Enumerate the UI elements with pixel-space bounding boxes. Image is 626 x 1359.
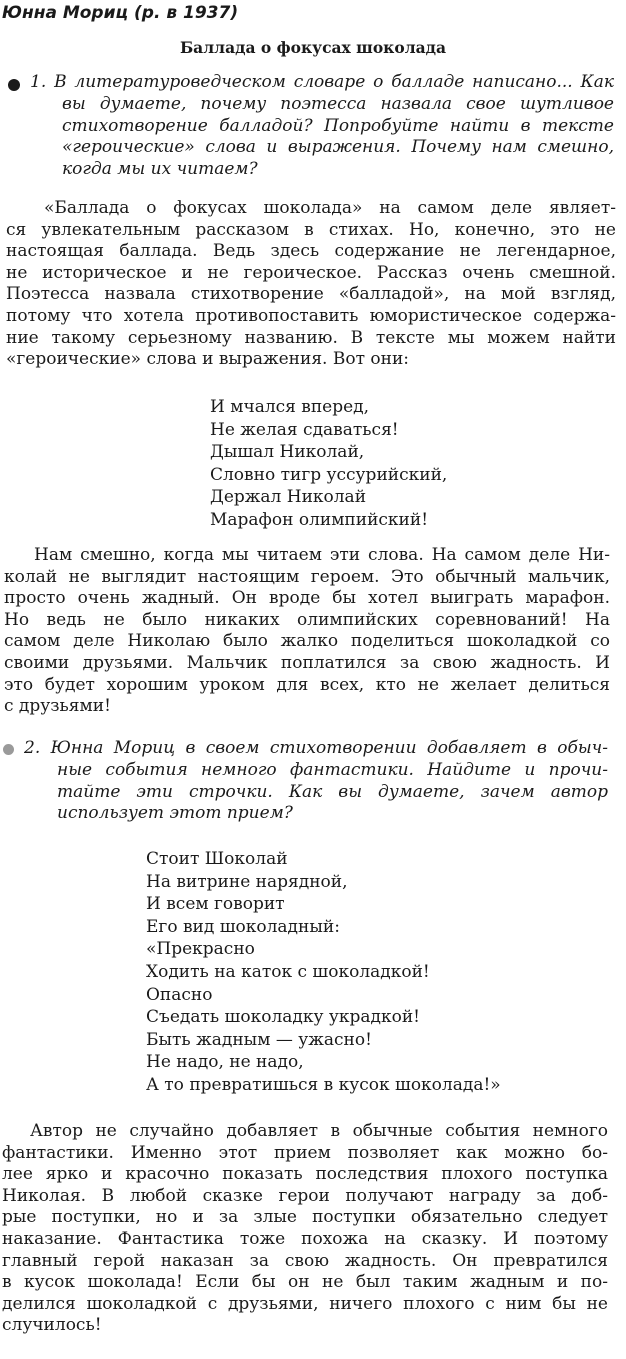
answer-2-paragraph — [2, 1121, 608, 1337]
answer-1-continuation — [4, 545, 610, 718]
answer-1-line: «Баллада о фокусах шоколада» на самом деле являет- — [44, 198, 616, 218]
question-1-line: стихотворение балладой? Попробуйте найти в тексте — [62, 115, 614, 136]
answer-1-line: ние такому серьезному названию. В тексте мы можем найти — [6, 327, 616, 348]
question-1-line: 1. В литературоведческом словаре о балладе написано... Как — [30, 72, 614, 92]
answer-2-line: Николая. В любой сказке герои получают награду за доб- — [2, 1185, 608, 1206]
question-2-line: ные события немного фантастики. Найдите и прочи- — [57, 759, 608, 780]
answer-1-line: Поэтесса назвала стихотворение «балладой», на мой взгляд, — [6, 284, 616, 305]
answer-2-line: наказание. Фантастика тоже похожа на сказку. И поэтому — [2, 1228, 608, 1249]
answer-1-line: «героические» слова и выражения. Вот они: — [6, 349, 410, 370]
verse-2-line: Опасно — [146, 984, 213, 1005]
question-1-line: «героические» слова и выражения. Почему нам смешно, — [62, 137, 614, 158]
answer-1-line: настоящая баллада. Ведь здесь содержание не легендарное, — [6, 241, 616, 262]
question-1-line: вы думаете, почему поэтесса назвала свое шутливое — [62, 93, 614, 114]
question-2-line: 2. Юнна Мориц в своем стихотворении добавляет в обыч- — [24, 738, 608, 758]
verse-2 — [146, 848, 501, 1097]
question-2-line: тайте эти строчки. Как вы думаете, зачем автор — [57, 781, 608, 802]
verse-2-line: Съедать шоколадку украдкой! — [146, 1007, 421, 1028]
verse-1-line: Дышал Николай, — [210, 442, 365, 463]
answer-1-line: не историческое и не героическое. Рассказ очень смешной. — [6, 262, 616, 283]
answer-1-line: потому что хотела противопоставить юмористическое содержа- — [6, 305, 616, 326]
question-1-bullet-icon — [8, 79, 20, 91]
answer-1b-line: самом деле Николаю было жалко поделиться шоколадкой со — [4, 631, 610, 652]
question-2 — [24, 738, 608, 825]
verse-1-line: Словно тигр уссурийский, — [210, 464, 448, 485]
verse-2-line: А то превратишься в кусок шоколада!» — [146, 1074, 501, 1095]
verse-1-line: И мчался вперед, — [210, 397, 370, 417]
answer-2-line: главный герой наказан за свою жадность. Он превратился — [2, 1250, 608, 1271]
verse-1-line: Держал Николай — [210, 487, 367, 508]
question-2-line: использует этот прием? — [57, 803, 293, 824]
answer-1b-line: Нам смешно, когда мы читаем эти слова. На самом деле Ни- — [34, 545, 610, 565]
poem-title: Баллада о фокусах шоколада — [179, 38, 447, 57]
answer-2-line: Автор не случайно добавляет в обычные события немного — [30, 1121, 608, 1141]
author-header: Юнна Мориц (р. в 1937) — [2, 3, 239, 23]
verse-2-line: Не надо, не надо, — [146, 1052, 304, 1073]
answer-2-line: делился шоколадкой с друзьями, ничего плохого с ним бы не — [2, 1293, 608, 1314]
question-1 — [30, 72, 614, 181]
answer-1b-line: Но ведь не было никаких олимпийских соревнований! На — [4, 609, 610, 630]
answer-1-line: ся увлекательным рассказом в стихах. Но, конечно, это не — [6, 219, 616, 240]
answer-1b-line: просто очень жадный. Он вроде бы хотел выиграть марафон. — [4, 588, 610, 609]
answer-1b-line: это будет хорошим уроком для всех, кто не желает делиться — [4, 674, 610, 695]
verse-2-line: «Прекрасно — [146, 939, 255, 960]
answer-2-line: в кусок шоколада! Если бы он не был таким жадным и по- — [2, 1272, 608, 1293]
answer-2-line: рые поступки, но и за злые поступки обязательно следует — [2, 1207, 608, 1228]
verse-2-line: И всем говорит — [146, 894, 285, 915]
answer-1b-line: своими друзьями. Мальчик поплатился за свою жадность. И — [4, 652, 610, 673]
question-2-bullet-icon — [3, 744, 14, 755]
verse-1-line: Не желая сдаваться! — [210, 419, 399, 440]
verse-2-line: Быть жадным — ужасно! — [146, 1029, 372, 1050]
verse-2-line: На витрине нарядной, — [146, 871, 348, 892]
verse-2-line: Стоит Шоколай — [146, 849, 288, 869]
verse-2-line: Его вид шоколадный: — [146, 916, 340, 937]
question-1-line: когда мы их читаем? — [62, 159, 258, 180]
answer-2-line: случилось! — [2, 1315, 102, 1336]
verse-2-line: Ходить на каток с шоколадкой! — [146, 961, 430, 982]
answer-1-paragraph — [6, 198, 616, 371]
answer-2-line: фантастики. Именно этот прием позволяет как можно бо- — [2, 1142, 608, 1163]
answer-1b-line: с друзьями! — [4, 696, 111, 717]
verse-1 — [210, 396, 447, 532]
answer-2-line: лее ярко и красочно показать последствия плохого поступка — [2, 1164, 608, 1185]
answer-1b-line: колай не выглядит настоящим героем. Это обычный мальчик, — [4, 566, 610, 587]
verse-1-line: Марафон олимпийский! — [210, 509, 429, 530]
